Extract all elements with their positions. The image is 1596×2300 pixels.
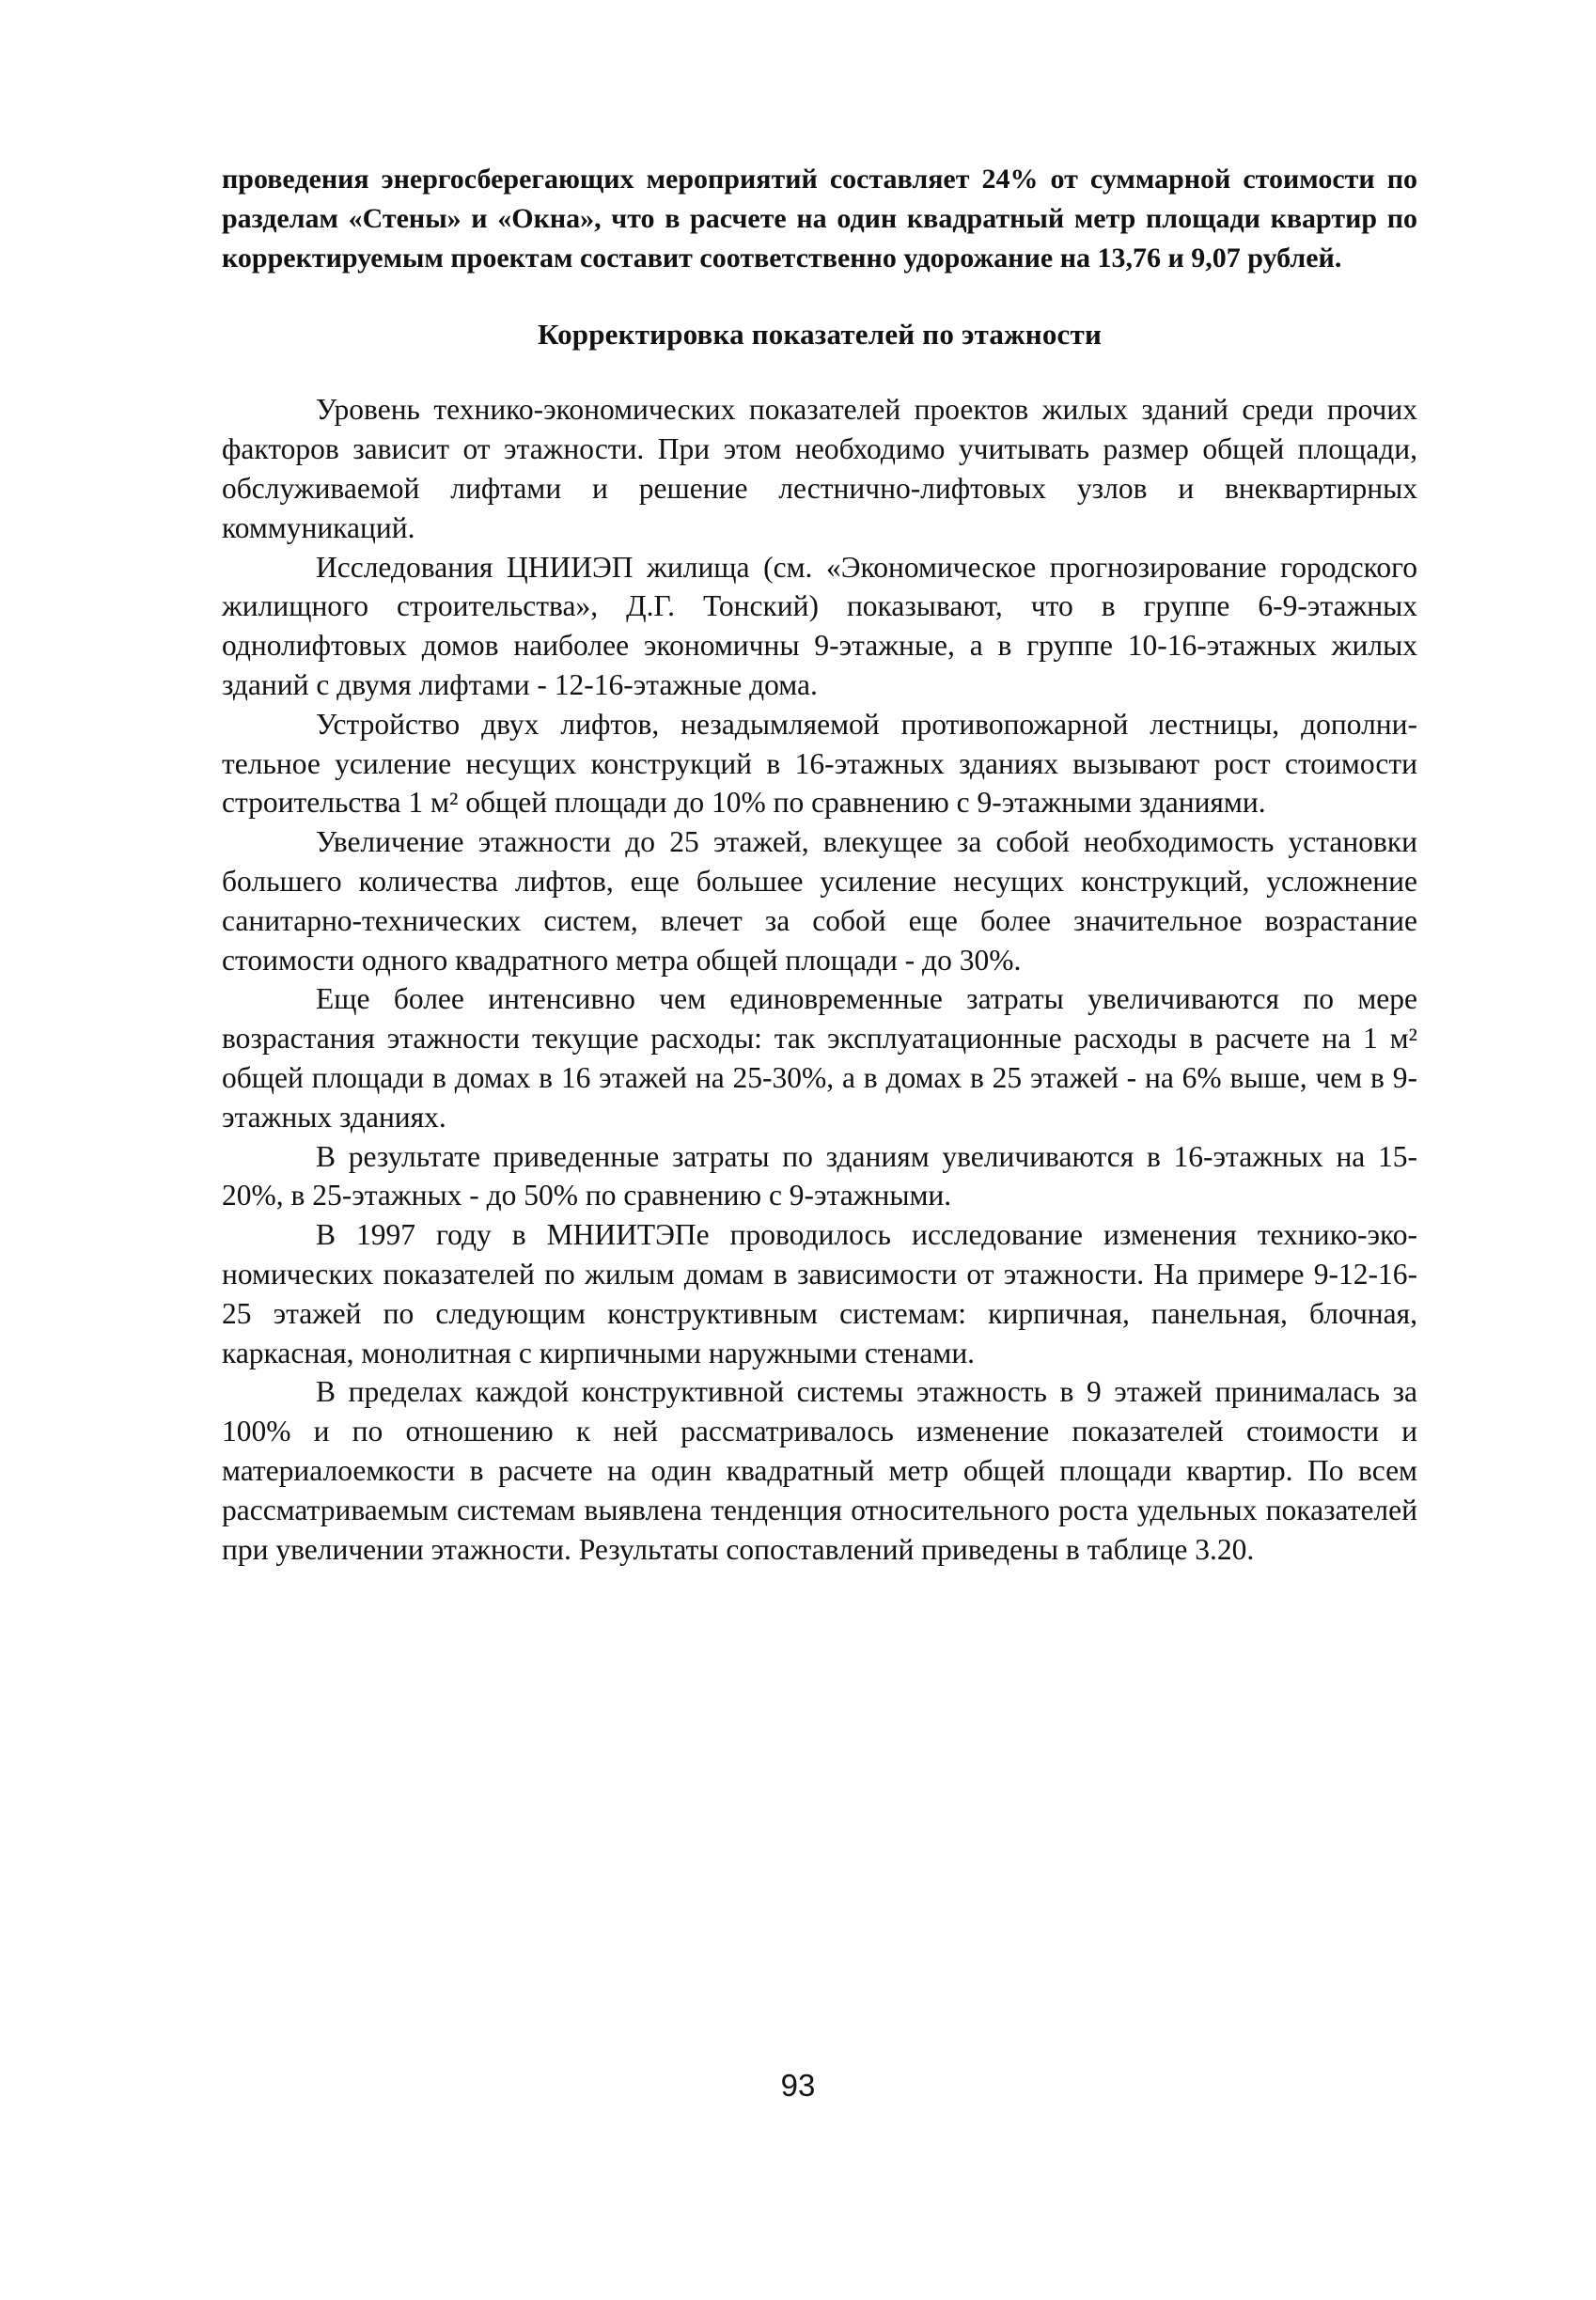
section-heading: Корректировка показателей по этажности xyxy=(537,318,1103,352)
intro-paragraph: проведения энергосберегающих мероприятий составляет 24% от суммарной стоимости по разделам «Стены» и «Окна», что в расчете на один квадратный метр площади квартир по корректируемым проектам составит соответственно удорожание на 13,76 и 9,07 рублей. xyxy=(222,164,1417,274)
paragraph-25-storeys: Увеличение этажности до 25 этажей, влекущее за собой необходимость установки большего количества лифтов, еще большее усиление несущих конструкций, усложнение санитарно-технических систем, влечет за собой еще более значительное возрастание стоимости одного квадратного метра общей площади - до 30%. xyxy=(222,825,1417,977)
paragraph-mniitep-1997: В 1997 году в МНИИТЭПе проводилось исследование изменения технико-экономических показателей по жилым домам в зависимости от этажности. На примере 9-12-16-25 этажей по следующим конструктивным системам: кирпичная, панельная, блочная, каркасная, монолитная с кирпичными наружными стенами. xyxy=(222,1218,1417,1369)
paragraph-storeys-factors: Уровень технико-экономических показателей проектов жилых зданий среди прочих факторов зависит от этажности. При этом необходимо учитывать размер общей площади, обслуживаемой лифтами и решение лестнично-лифтовых узлов и внеквартирных коммуникаций. xyxy=(222,393,1417,544)
paragraph-tsniiep-research: Исследования ЦНИИЭП жилища (см. «Экономическое прогнозирование городского жилищного строительства», Д.Г. Тонский) показывают, что в группе 6-9-этажных однолифтовых домов наиболее экономичны 9-этажные, а в группе 10-16-этажных жилых зданий с двумя лифтами - 12-16-этажные дома. xyxy=(222,550,1417,701)
page-body xyxy=(222,160,1417,1569)
paragraph-two-lifts: Устройство двух лифтов, незадымляемой противопожарной лестницы, дополнительное усиление несущих конструкций в 16-этажных зданиях вызывают рост стоимости строительства 1 м² общей площади до 10% по сравнению с 9-этажными зданиями. xyxy=(222,707,1417,820)
paragraph-running-costs: Еще более интенсивно чем единовременные затраты увеличиваются по мере возрастания этажности текущие расходы: так эксплуатационные расходы в расчете на 1 м² общей площади в домах в 16 этажей на 25-30%, а в домах в 25 этажей - на 6% выше, чем в 9-этажных зданиях. xyxy=(222,982,1417,1134)
page-number: 93 xyxy=(780,2068,816,2103)
paragraph-reduced-costs: В результате приведенные затраты по зданиям увеличиваются в 16-этажных на 15-20%, в 25-этажных - до 50% по сравнению с 9-этажными. xyxy=(222,1139,1417,1213)
paragraph-comparison-results: В пределах каждой конструктивной системы этажность в 9 этажей принималась за 100% и по отношению к ней рассматривалось изменение показателей стоимости и материалоемкости в расчете на один квадратный метр общей площади квартир. По всем рассматриваемым системам выявлена тенденция относительного роста удельных показателей при увеличении этажности. Результаты сопоставлений приведены в таблице 3.20. xyxy=(222,1375,1417,1566)
